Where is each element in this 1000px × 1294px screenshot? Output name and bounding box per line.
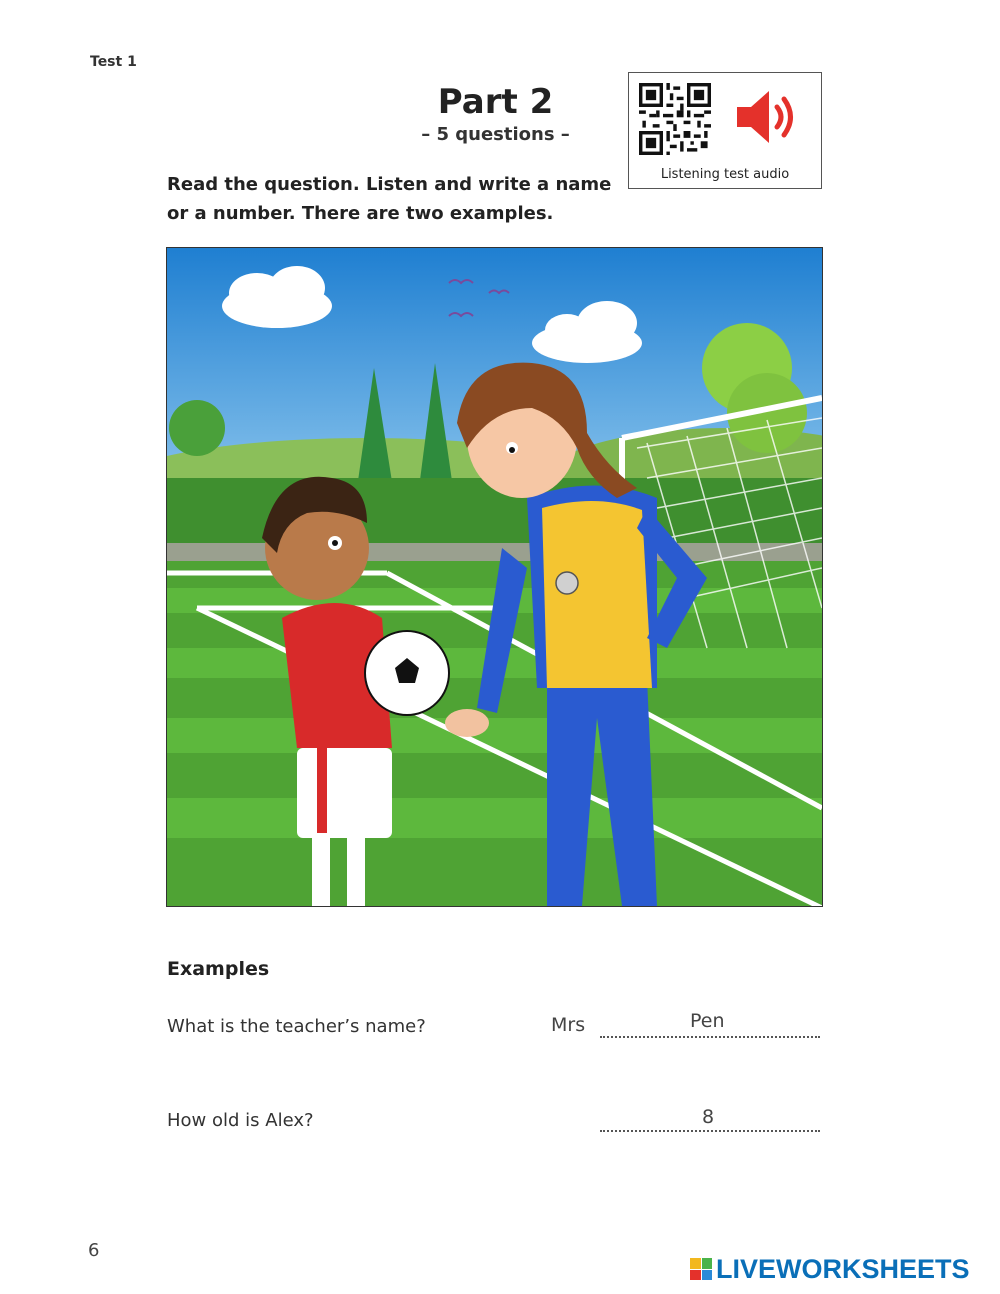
answer-dotted-line-1 [600,1036,820,1038]
brand-name: LIVEWORKSHEETS [716,1253,970,1284]
test-label: Test 1 [90,54,137,70]
example-question-2: How old is Alex? [167,1110,314,1131]
instruction-line-2: or a number. There are two examples. [167,203,554,224]
part-subtitle: – 5 questions – [421,124,570,145]
examples-heading: Examples [167,958,270,980]
speaker-icon[interactable] [733,87,799,147]
audio-box[interactable] [628,72,822,189]
example-answer-1: Pen [690,1010,725,1032]
page-number: 6 [88,1240,100,1261]
liveworksheets-logo-icon [690,1258,712,1280]
instruction-line-1: Read the question. Listen and write a name [167,174,612,195]
part-title: Part 2 [437,82,554,122]
example-question-1: What is the teacher’s name? [167,1016,426,1037]
football-scene-illustration [166,247,823,907]
example-answer-prefix-1: Mrs [551,1014,586,1036]
brand-logo[interactable] [690,1254,970,1284]
instructions [167,170,627,228]
audio-caption: Listening test audio [660,167,790,182]
qr-code-icon[interactable] [639,83,711,155]
example-answer-2: 8 [702,1106,715,1128]
answer-dotted-line-2 [600,1130,820,1132]
